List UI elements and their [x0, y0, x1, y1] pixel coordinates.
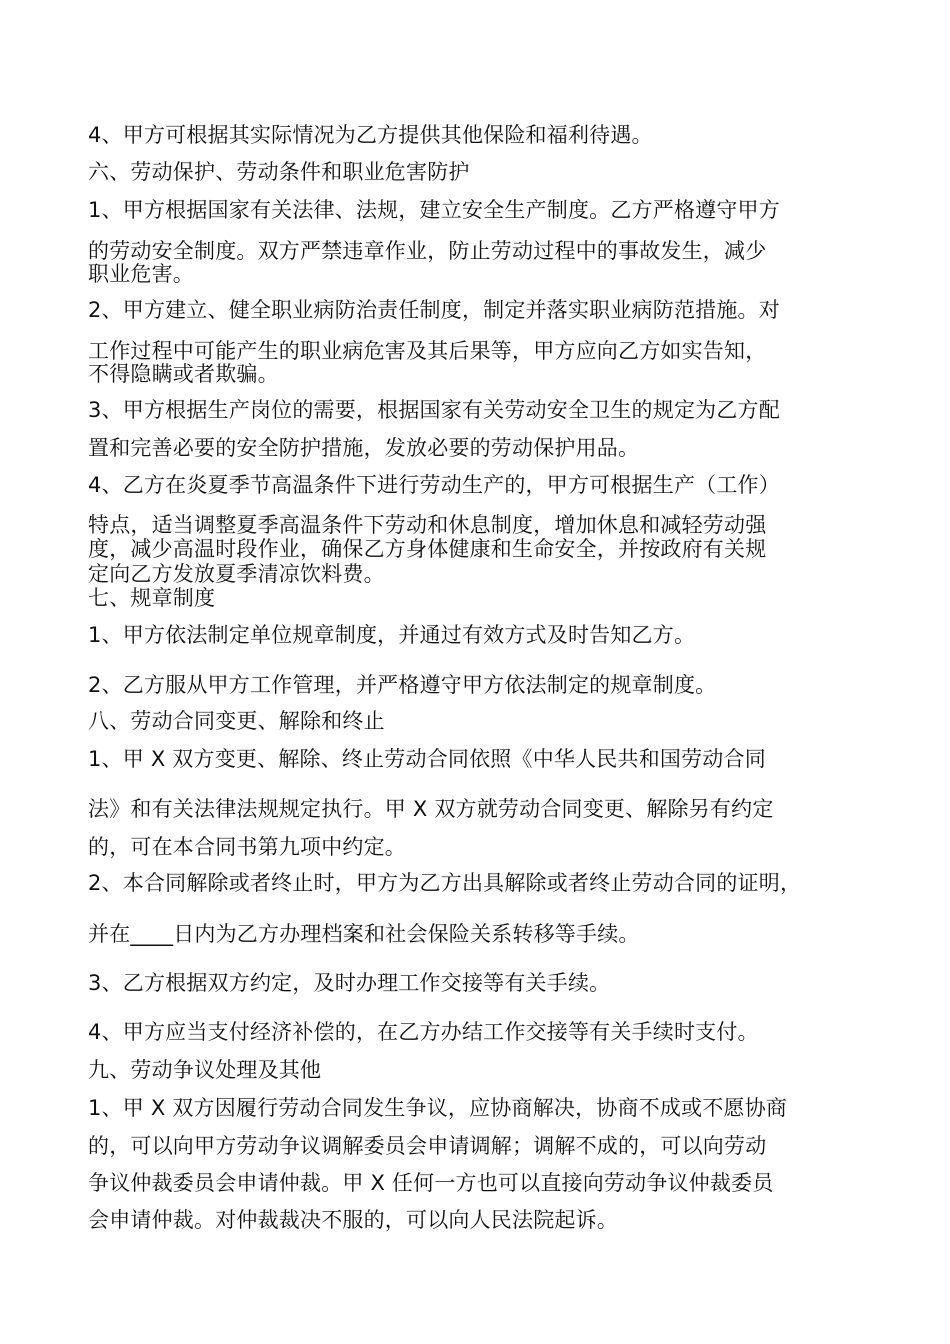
text-line: 4、乙方在炎夏季节高温条件下进行劳动生产的，甲方可根据生产（工作） — [88, 473, 780, 497]
text-line: 1、甲方依法制定单位规章制度，并通过有效方式及时告知乙方。 — [88, 623, 696, 647]
text-line: 不得隐瞒或者欺骗。 — [88, 362, 279, 386]
text-line: 2、甲方建立、健全职业病防治责任制度，制定并落实职业病防范措施。对 — [88, 298, 780, 322]
text-line: 并在____日内为乙方办理档案和社会保险关系转移等手续。 — [88, 922, 640, 946]
text-line: 争议仲裁委员会申请仲裁。甲 X 任何一方也可以直接向劳动争议仲裁委员 — [88, 1171, 774, 1195]
text-line: 工作过程中可能产生的职业病危害及其后果等，甲方应向乙方如实告知， — [88, 339, 767, 363]
section-heading: 七、规章制度 — [88, 586, 216, 610]
text-line: 的劳动安全制度。双方严禁违章作业，防止劳动过程中的事故发生，减少 — [88, 239, 767, 263]
text-line: 法》和有关法律法规规定执行。甲 X 双方就劳动合同变更、解除另有约定 — [88, 797, 774, 821]
text-line: 会申请仲裁。对仲裁裁决不服的，可以向人民法院起诉。 — [88, 1208, 618, 1232]
text-line: 的，可在本合同书第九项中约定。 — [88, 835, 406, 859]
text-line: 置和完善必要的安全防护措施，发放必要的劳动保护用品。 — [88, 436, 640, 460]
text-line: 2、本合同解除或者终止时，甲方为乙方出具解除或者终止劳动合同的证明， — [88, 871, 802, 895]
text-line: 的，可以向甲方劳动争议调解委员会申请调解；调解不成的，可以向劳动 — [88, 1134, 767, 1158]
section-heading: 九、劳动争议处理及其他 — [88, 1058, 322, 1082]
text-line: 3、甲方根据生产岗位的需要，根据国家有关劳动安全卫生的规定为乙方配 — [88, 398, 780, 422]
text-line: 4、甲方应当支付经济补偿的，在乙方办结工作交接等有关手续时支付。 — [88, 1020, 759, 1044]
text-line: 1、甲 X 双方变更、解除、终止劳动合同依照《中华人民共和国劳动合同 — [88, 747, 766, 771]
text-line: 职业危害。 — [88, 262, 194, 286]
text-line: 4、甲方可根据其实际情况为乙方提供其他保险和福利待遇。 — [88, 123, 653, 147]
text-line: 定向乙方发放夏季清凉饮料费。 — [88, 562, 385, 586]
text-line: 特点，适当调整夏季高温条件下劳动和休息制度，增加休息和减轻劳动强 — [88, 513, 767, 537]
text-line: 度，减少高温时段作业，确保乙方身体健康和生命安全，并按政府有关规 — [88, 537, 767, 561]
text-line: 3、乙方根据双方约定，及时办理工作交接等有关手续。 — [88, 971, 611, 995]
section-heading: 八、劳动合同变更、解除和终止 — [88, 709, 385, 733]
text-line: 1、甲 X 双方因履行劳动合同发生争议，应协商解决，协商不成或不愿协商 — [88, 1096, 788, 1120]
text-line: 1、甲方根据国家有关法律、法规，建立安全生产制度。乙方严格遵守甲方 — [88, 198, 780, 222]
text-line: 2、乙方服从甲方工作管理，并严格遵守甲方依法制定的规章制度。 — [88, 673, 717, 697]
section-heading: 六、劳动保护、劳动条件和职业危害防护 — [88, 160, 470, 184]
